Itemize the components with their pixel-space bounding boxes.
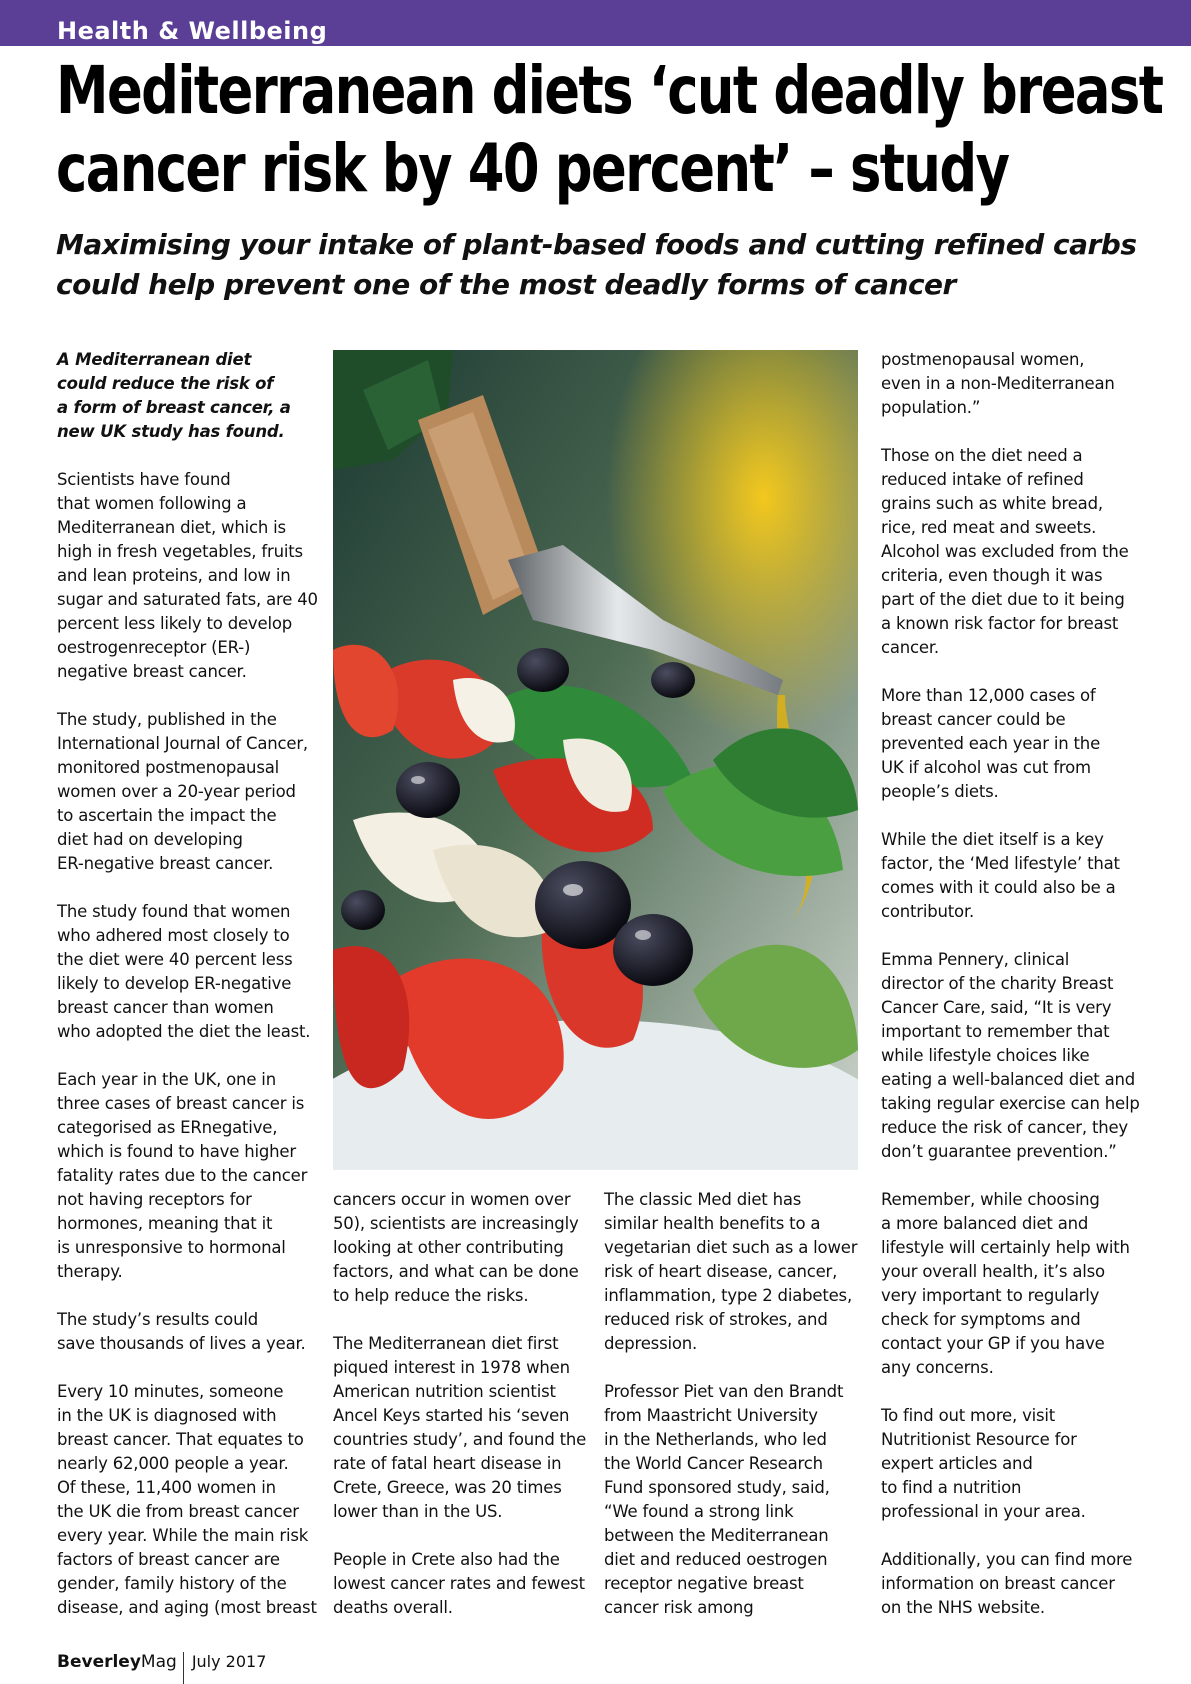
text-line: ER-negative breast cancer. xyxy=(57,854,274,873)
text-line: deaths overall. xyxy=(333,1598,453,1617)
text-line: percent less likely to develop xyxy=(57,614,292,633)
body-paragraph xyxy=(333,1548,593,1620)
text-line: lower than in the US. xyxy=(333,1502,503,1521)
text-line: contributor. xyxy=(881,902,975,921)
body-paragraph xyxy=(881,828,1156,924)
text-line: to find a nutrition xyxy=(881,1478,1022,1497)
text-line: to help reduce the risks. xyxy=(333,1286,529,1305)
text-line: 50), scientists are increasingly xyxy=(333,1214,579,1233)
text-line: reduced intake of refined xyxy=(881,470,1084,489)
text-line: who adopted the diet the least. xyxy=(57,1022,311,1041)
text-line: factors of breast cancer are xyxy=(57,1550,280,1569)
standfirst-line: could help prevent one of the most deadly forms of cancer xyxy=(56,268,956,301)
text-line: new UK study has found. xyxy=(57,422,285,441)
body-paragraph xyxy=(57,1308,317,1356)
text-line: a more balanced diet and xyxy=(881,1214,1089,1233)
text-line: in the UK is diagnosed with xyxy=(57,1406,277,1425)
text-line: factor, the ‘Med lifestyle’ that xyxy=(881,854,1120,873)
headline-line: cancer risk by 40 percent’ – study xyxy=(56,130,1009,207)
body-paragraph xyxy=(881,948,1156,1164)
text-line: The study’s results could xyxy=(57,1310,258,1329)
text-line: monitored postmenopausal xyxy=(57,758,280,777)
text-line: diet had on developing xyxy=(57,830,243,849)
body-paragraph xyxy=(57,1380,317,1620)
column-4 xyxy=(881,348,1156,1644)
column-4-body xyxy=(881,348,1156,1620)
text-line: factors, and what can be done xyxy=(333,1262,579,1281)
text-line: Every 10 minutes, someone xyxy=(57,1382,284,1401)
text-line: every year. While the main risk xyxy=(57,1526,309,1545)
text-line: piqued interest in 1978 when xyxy=(333,1358,570,1377)
text-line: the UK die from breast cancer xyxy=(57,1502,299,1521)
text-line: save thousands of lives a year. xyxy=(57,1334,306,1353)
text-line: on the NHS website. xyxy=(881,1598,1045,1617)
text-line: breast cancer. That equates to xyxy=(57,1430,304,1449)
column-1 xyxy=(57,348,317,1644)
body-paragraph xyxy=(333,1188,593,1308)
body-paragraph xyxy=(604,1188,866,1356)
text-line: Professor Piet van den Brandt xyxy=(604,1382,844,1401)
text-line: depression. xyxy=(604,1334,698,1353)
text-line: Those on the diet need a xyxy=(881,446,1083,465)
body-paragraph xyxy=(57,900,317,1044)
text-line: rice, red meat and sweets. xyxy=(881,518,1097,537)
text-line: hormones, meaning that it xyxy=(57,1214,273,1233)
text-line: The study found that women xyxy=(57,902,291,921)
lead-paragraph xyxy=(57,348,317,444)
text-line: eating a well-balanced diet and xyxy=(881,1070,1136,1089)
text-line: Nutritionist Resource for xyxy=(881,1430,1077,1449)
text-line: could reduce the risk of xyxy=(57,374,274,393)
text-line: The classic Med diet has xyxy=(604,1190,802,1209)
text-line: A Mediterranean diet xyxy=(57,350,252,369)
text-line: which is found to have higher xyxy=(57,1142,296,1161)
text-line: don’t guarantee prevention.” xyxy=(881,1142,1117,1161)
text-line: postmenopausal women, xyxy=(881,350,1085,369)
text-line: Crete, Greece, was 20 times xyxy=(333,1478,562,1497)
text-line: inflammation, type 2 diabetes, xyxy=(604,1286,853,1305)
column-1-body xyxy=(57,468,317,1620)
column-3-body xyxy=(604,1188,866,1620)
text-line: and lean proteins, and low in xyxy=(57,566,291,585)
text-line: between the Mediterranean xyxy=(604,1526,829,1545)
text-line: Mediterranean diet, which is xyxy=(57,518,286,537)
text-line: “We found a strong link xyxy=(604,1502,794,1521)
text-line: UK if alcohol was cut from xyxy=(881,758,1091,777)
text-line: Ancel Keys started his ‘seven xyxy=(333,1406,570,1425)
text-line: Remember, while choosing xyxy=(881,1190,1100,1209)
text-line: is unresponsive to hormonal xyxy=(57,1238,286,1257)
text-line: breast cancer could be xyxy=(881,710,1066,729)
text-line: vegetarian diet such as a lower xyxy=(604,1238,858,1257)
article-headline xyxy=(56,52,1163,208)
text-line: People in Crete also had the xyxy=(333,1550,560,1569)
text-line: likely to develop ER-negative xyxy=(57,974,292,993)
text-line: Emma Pennery, clinical xyxy=(881,950,1070,969)
body-paragraph xyxy=(881,1404,1156,1524)
text-line: check for symptoms and xyxy=(881,1310,1081,1329)
text-line: people’s diets. xyxy=(881,782,999,801)
text-line: contact your GP if you have xyxy=(881,1334,1105,1353)
text-line: information on breast cancer xyxy=(881,1574,1115,1593)
text-line: The Mediterranean diet first xyxy=(333,1334,559,1353)
text-line: director of the charity Breast xyxy=(881,974,1114,993)
text-line: While the diet itself is a key xyxy=(881,830,1104,849)
text-line: prevented each year in the xyxy=(881,734,1101,753)
text-line: while lifestyle choices like xyxy=(881,1046,1090,1065)
text-line: your overall health, it’s also xyxy=(881,1262,1105,1281)
column-2-body xyxy=(333,1188,593,1620)
text-line: high in fresh vegetables, fruits xyxy=(57,542,303,561)
text-line: American nutrition scientist xyxy=(333,1382,556,1401)
text-line: lowest cancer rates and fewest xyxy=(333,1574,585,1593)
text-line: Of these, 11,400 women in xyxy=(57,1478,276,1497)
text-line: Scientists have found xyxy=(57,470,231,489)
text-line: Each year in the UK, one in xyxy=(57,1070,276,1089)
body-paragraph xyxy=(881,1548,1156,1620)
text-line: professional in your area. xyxy=(881,1502,1086,1521)
text-line: Fund sponsored study, said, xyxy=(604,1478,830,1497)
text-line: the World Cancer Research xyxy=(604,1454,823,1473)
body-paragraph xyxy=(57,1068,317,1284)
text-line: comes with it could also be a xyxy=(881,878,1116,897)
text-line: part of the diet due to it being xyxy=(881,590,1125,609)
text-line: grains such as white bread, xyxy=(881,494,1103,513)
text-line: sugar and saturated fats, are 40 xyxy=(57,590,318,609)
text-line: that women following a xyxy=(57,494,247,513)
text-line: Additionally, you can find more xyxy=(881,1550,1133,1569)
text-line: taking regular exercise can help xyxy=(881,1094,1140,1113)
text-line: breast cancer than women xyxy=(57,998,274,1017)
text-line: cancer. xyxy=(881,638,939,657)
text-line: categorised as ERnegative, xyxy=(57,1118,278,1137)
text-line: women over a 20-year period xyxy=(57,782,296,801)
text-line: More than 12,000 cases of xyxy=(881,686,1096,705)
text-line: oestrogenreceptor (ER-) xyxy=(57,638,251,657)
text-line: very important to regularly xyxy=(881,1286,1100,1305)
text-line: receptor negative breast xyxy=(604,1574,804,1593)
text-line: countries study’, and found the xyxy=(333,1430,587,1449)
text-line: negative breast cancer. xyxy=(57,662,247,681)
text-line: important to remember that xyxy=(881,1022,1110,1041)
text-line: not having receptors for xyxy=(57,1190,252,1209)
text-line: criteria, even though it was xyxy=(881,566,1103,585)
text-line: risk of heart disease, cancer, xyxy=(604,1262,838,1281)
body-paragraph xyxy=(333,1332,593,1524)
issue-date: July 2017 xyxy=(191,1652,267,1671)
text-line: similar health benefits to a xyxy=(604,1214,821,1233)
text-line: To find out more, visit xyxy=(881,1406,1056,1425)
text-line: gender, family history of the xyxy=(57,1574,287,1593)
body-paragraph xyxy=(57,708,317,876)
text-line: cancers occur in women over xyxy=(333,1190,571,1209)
headline-line: Mediterranean diets ‘cut deadly breast xyxy=(56,52,1163,129)
text-line: even in a non-Mediterranean xyxy=(881,374,1115,393)
body-paragraph xyxy=(881,684,1156,804)
text-line: disease, and aging (most breast xyxy=(57,1598,317,1617)
magazine-brand-rest: Mag xyxy=(140,1652,177,1672)
article-standfirst xyxy=(56,225,1166,305)
text-line: looking at other contributing xyxy=(333,1238,564,1257)
text-line: who adhered most closely to xyxy=(57,926,290,945)
magazine-brand-bold: Beverley xyxy=(57,1652,141,1672)
text-line: three cases of breast cancer is xyxy=(57,1094,305,1113)
text-line: therapy. xyxy=(57,1262,123,1281)
text-line: cancer risk among xyxy=(604,1598,754,1617)
text-line: a known risk factor for breast xyxy=(881,614,1119,633)
page-footer xyxy=(57,1647,266,1677)
text-line: Cancer Care, said, “It is very xyxy=(881,998,1112,1017)
olive-oil-salad-photo xyxy=(333,350,858,1170)
text-line: from Maastricht University xyxy=(604,1406,818,1425)
section-label: Health & Wellbeing xyxy=(57,17,328,45)
text-line: the diet were 40 percent less xyxy=(57,950,293,969)
body-paragraph xyxy=(881,444,1156,660)
column-2 xyxy=(333,1188,593,1644)
text-line: reduce the risk of cancer, they xyxy=(881,1118,1128,1137)
text-line: in the Netherlands, who led xyxy=(604,1430,827,1449)
text-line: The study, published in the xyxy=(57,710,277,729)
text-line: reduced risk of strokes, and xyxy=(604,1310,828,1329)
body-paragraph xyxy=(57,468,317,684)
text-line: fatality rates due to the cancer xyxy=(57,1166,308,1185)
text-line: any concerns. xyxy=(881,1358,994,1377)
standfirst-line: Maximising your intake of plant-based foods and cutting refined carbs xyxy=(56,228,1137,261)
text-line: a form of breast cancer, a xyxy=(57,398,291,417)
text-line: expert articles and xyxy=(881,1454,1033,1473)
body-paragraph xyxy=(604,1380,866,1620)
text-line: lifestyle will certainly help with xyxy=(881,1238,1130,1257)
footer-divider xyxy=(183,1652,184,1684)
text-line: diet and reduced oestrogen xyxy=(604,1550,828,1569)
text-line: Alcohol was excluded from the xyxy=(881,542,1129,561)
text-line: to ascertain the impact the xyxy=(57,806,277,825)
body-paragraph xyxy=(881,348,1156,420)
column-3 xyxy=(604,1188,866,1644)
text-line: International Journal of Cancer, xyxy=(57,734,308,753)
text-line: nearly 62,000 people a year. xyxy=(57,1454,289,1473)
body-paragraph xyxy=(881,1188,1156,1380)
text-line: population.” xyxy=(881,398,981,417)
text-line: rate of fatal heart disease in xyxy=(333,1454,562,1473)
